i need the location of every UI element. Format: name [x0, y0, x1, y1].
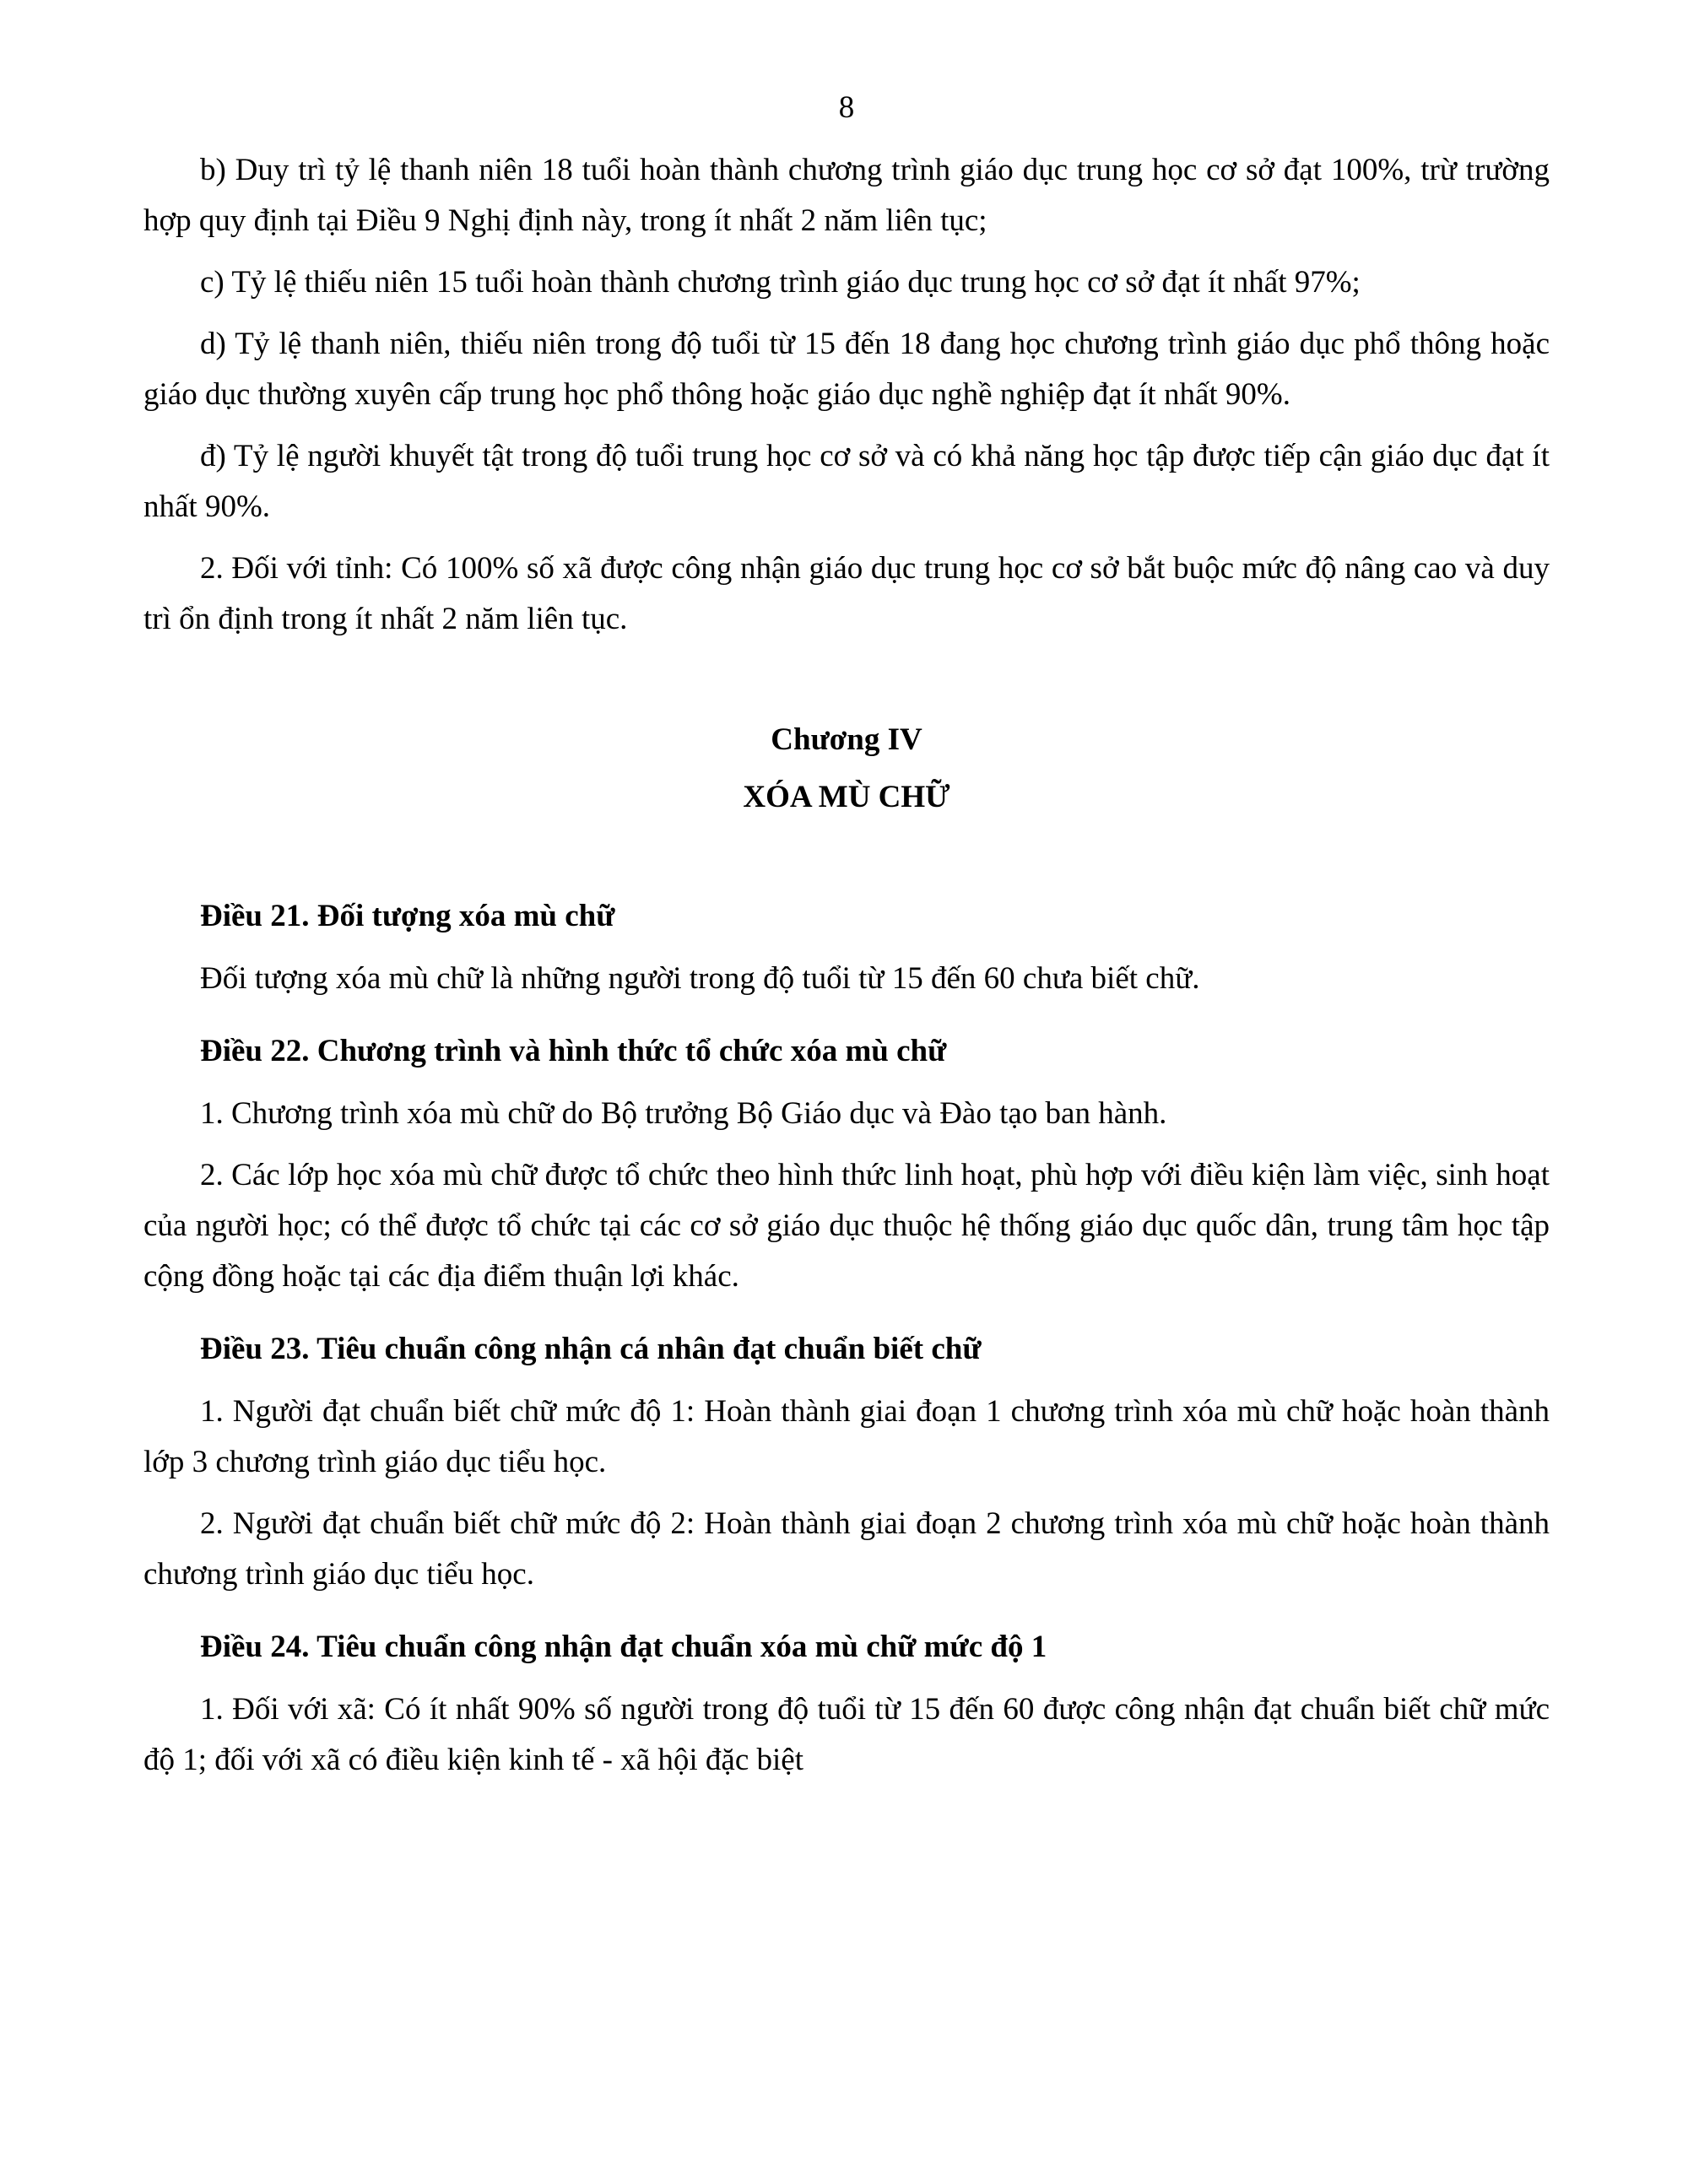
article-21-paragraph-1: Đối tượng xóa mù chữ là những người trong độ tuổi từ 15 đến 60 chưa biết chữ.: [200, 961, 1200, 996]
chapter-heading: [143, 714, 1550, 824]
chapter-title: XÓA MÙ CHỮ: [743, 780, 950, 814]
article-22-paragraph-2: 2. Các lớp học xóa mù chữ được tổ chức theo hình thức linh hoạt, phù hợp với điều kiện làm việc, sinh hoạt của người học; có thể được tổ chức tại các cơ sở giáo dục thuộc hệ thống giáo dục quốc dân, trung tâm học tập cộng đồng hoặc tại các địa điểm thuận lợi khác.: [143, 1158, 1550, 1294]
article-22-paragraph-1: 1. Chương trình xóa mù chữ do Bộ trưởng Bộ Giáo dục và Đào tạo ban hành.: [200, 1096, 1167, 1131]
paragraph-item-dd: đ) Tỷ lệ người khuyết tật trong độ tuổi trung học cơ sở và có khả năng học tập được tiếp cận giáo dục đạt ít nhất 90%.: [143, 439, 1550, 524]
article-23-heading: Điều 23. Tiêu chuẩn công nhận cá nhân đạt chuẩn biết chữ: [200, 1332, 982, 1366]
page-number: 8: [838, 90, 855, 125]
article-23-paragraph-1: 1. Người đạt chuẩn biết chữ mức độ 1: Hoàn thành giai đoạn 1 chương trình xóa mù chữ hoặc hoàn thành lớp 3 chương trình giáo dục tiểu học.: [143, 1394, 1550, 1479]
article-24-heading: Điều 24. Tiêu chuẩn công nhận đạt chuẩn xóa mù chữ mức độ 1: [200, 1630, 1047, 1664]
paragraph-item-c: c) Tỷ lệ thiếu niên 15 tuổi hoàn thành chương trình giáo dục trung học cơ sở đạt ít nhất 97%;: [200, 265, 1361, 300]
article-23-paragraph-2: 2. Người đạt chuẩn biết chữ mức độ 2: Hoàn thành giai đoạn 2 chương trình xóa mù chữ hoặc hoàn thành chương trình giáo dục tiểu học.: [143, 1506, 1550, 1592]
article-21-heading: Điều 21. Đối tượng xóa mù chữ: [200, 899, 615, 933]
chapter-label: Chương IV: [771, 722, 922, 757]
paragraph-clause-2-province: 2. Đối với tỉnh: Có 100% số xã được công nhận giáo dục trung học cơ sở bắt buộc mức độ nâng cao và duy trì ổn định trong ít nhất 2 năm liên tục.: [143, 551, 1550, 636]
article-22-heading: Điều 22. Chương trình và hình thức tổ chức xóa mù chữ: [200, 1034, 947, 1068]
article-24-paragraph-1: 1. Đối với xã: Có ít nhất 90% số người trong độ tuổi từ 15 đến 60 được công nhận đạt chuẩn biết chữ mức độ 1; đối với xã có điều kiện kinh tế - xã hội đặc biệt: [143, 1692, 1550, 1777]
paragraph-item-b: b) Duy trì tỷ lệ thanh niên 18 tuổi hoàn thành chương trình giáo dục trung học cơ sở đạt 100%, trừ trường hợp quy định tại Điều 9 Nghị định này, trong ít nhất 2 năm liên tục;: [143, 153, 1550, 238]
paragraph-item-d: d) Tỷ lệ thanh niên, thiếu niên trong độ tuổi từ 15 đến 18 đang học chương trình giáo dục phổ thông hoặc giáo dục thường xuyên cấp trung học phổ thông hoặc giáo dục nghề nghiệp đạt ít nhất 90%.: [143, 327, 1550, 412]
